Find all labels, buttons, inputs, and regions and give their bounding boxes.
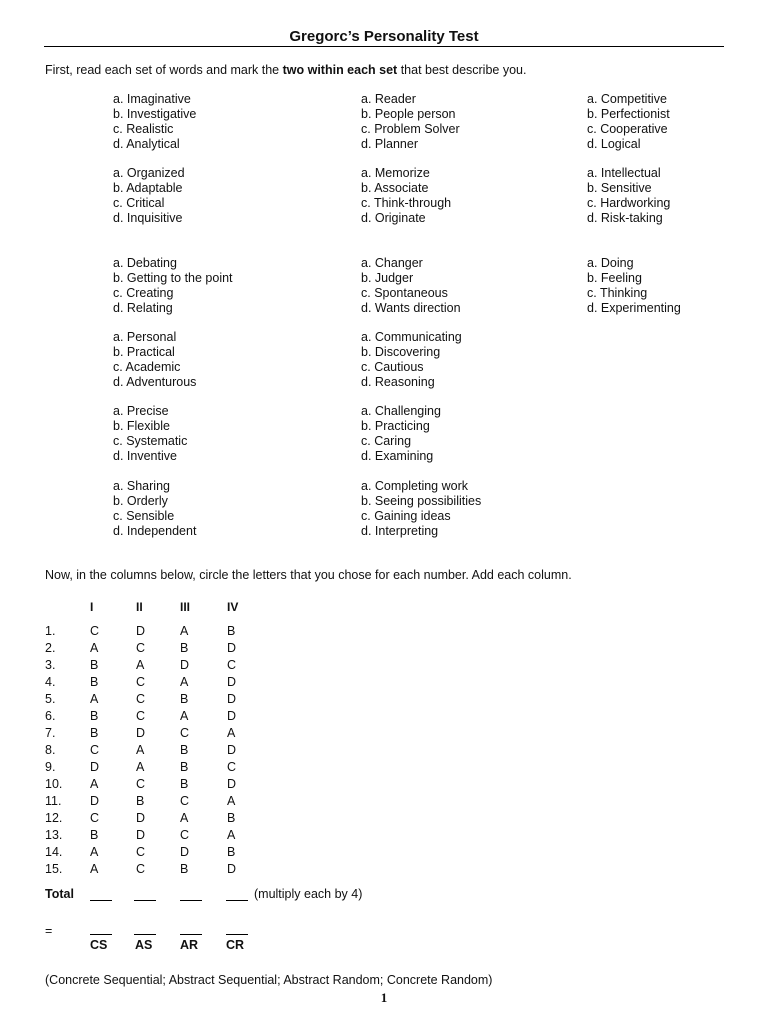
style-code: AS <box>135 938 153 952</box>
answer-letter[interactable]: A <box>136 658 145 672</box>
answer-letter[interactable]: C <box>136 845 146 859</box>
instructions-second: Now, in the columns below, circle the letters that you chose for each number. Add each column. <box>45 568 572 582</box>
row-number: 10. <box>45 777 63 791</box>
question-option[interactable]: c. Think-through <box>361 196 452 210</box>
answer-letter[interactable]: B <box>227 811 236 825</box>
question-option[interactable]: d. Originate <box>361 211 426 225</box>
question-option[interactable]: b. Perfectionist <box>587 107 670 121</box>
answer-letter[interactable]: D <box>227 675 237 689</box>
question-option[interactable]: b. People person <box>361 107 456 121</box>
column-header: I <box>90 600 94 614</box>
answer-letter[interactable]: B <box>180 743 189 757</box>
total-blank[interactable] <box>226 900 248 901</box>
answer-letter[interactable]: D <box>227 777 237 791</box>
answer-letter[interactable]: C <box>180 794 190 808</box>
question-option[interactable]: d. Interpreting <box>361 524 439 538</box>
question-option[interactable]: d. Planner <box>361 137 418 151</box>
answer-letter[interactable]: D <box>227 862 237 876</box>
instructions-first <box>45 63 526 77</box>
question-option[interactable]: b. Investigative <box>113 107 197 121</box>
answer-letter[interactable]: D <box>90 760 100 774</box>
question-option[interactable]: b. Sensitive <box>587 181 652 195</box>
question-option[interactable]: a. Debating <box>113 256 177 270</box>
question-option[interactable]: c. Caring <box>361 434 412 448</box>
total-label: Total <box>45 887 74 901</box>
question-option[interactable]: c. Spontaneous <box>361 286 448 300</box>
question-option[interactable]: d. Independent <box>113 524 197 538</box>
answer-letter[interactable]: C <box>227 658 237 672</box>
answer-letter[interactable]: C <box>227 760 237 774</box>
question-option[interactable]: d. Risk-taking <box>587 211 663 225</box>
question-option[interactable]: b. Seeing possibilities <box>361 494 482 508</box>
answer-letter[interactable]: D <box>136 811 146 825</box>
answer-letter[interactable]: D <box>227 709 237 723</box>
question-option[interactable]: a. Imaginative <box>113 92 191 106</box>
row-number: 12. <box>45 811 63 825</box>
answer-letter[interactable]: B <box>180 862 189 876</box>
question-option[interactable]: b. Discovering <box>361 345 441 359</box>
row-number: 9. <box>45 760 56 774</box>
answer-letter[interactable]: B <box>90 675 99 689</box>
answer-letter[interactable]: A <box>180 811 189 825</box>
answer-letter[interactable]: A <box>136 743 145 757</box>
style-code: CS <box>90 938 108 952</box>
answer-letter[interactable]: B <box>227 845 236 859</box>
row-number: 5. <box>45 692 56 706</box>
row-number: 13. <box>45 828 63 842</box>
question-option[interactable]: d. Reasoning <box>361 375 435 389</box>
answer-letter[interactable]: D <box>136 828 146 842</box>
question-option[interactable]: b. Practicing <box>361 419 430 433</box>
row-number: 3. <box>45 658 56 672</box>
answer-letter[interactable]: C <box>180 828 190 842</box>
answer-letter[interactable]: B <box>90 709 99 723</box>
question-option[interactable]: a. Reader <box>361 92 416 106</box>
answer-letter[interactable]: B <box>180 760 189 774</box>
answer-letter[interactable]: B <box>90 658 99 672</box>
row-number: 11. <box>45 794 62 808</box>
answer-letter[interactable]: A <box>90 641 99 655</box>
question-option[interactable]: a. Competitive <box>587 92 667 106</box>
question-option[interactable]: a. Intellectual <box>587 166 661 180</box>
question-option[interactable]: a. Sharing <box>113 479 170 493</box>
question-option[interactable]: d. Relating <box>113 301 173 315</box>
style-code: CR <box>226 938 245 952</box>
question-option[interactable]: a. Communicating <box>361 330 462 344</box>
result-blank[interactable] <box>226 934 248 935</box>
question-option[interactable]: c. Problem Solver <box>361 122 460 136</box>
question-option[interactable]: d. Inventive <box>113 449 177 463</box>
row-number: 4. <box>45 675 56 689</box>
question-option[interactable]: c. Creating <box>113 286 174 300</box>
column-header: III <box>180 600 191 614</box>
answer-letter[interactable]: C <box>136 675 146 689</box>
question-option[interactable]: a. Personal <box>113 330 177 344</box>
page-title: Gregorc’s Personality Test <box>289 28 479 45</box>
answer-letter[interactable]: D <box>227 743 237 757</box>
question-option[interactable]: b. Practical <box>113 345 175 359</box>
footnote: (Concrete Sequential; Abstract Sequential; Abstract Random; Concrete Random) <box>45 973 493 987</box>
question-option[interactable]: d. Analytical <box>113 137 180 151</box>
total-blank[interactable] <box>134 900 156 901</box>
title-divider <box>44 46 724 47</box>
question-option[interactable]: a. Completing work <box>361 479 468 493</box>
answer-letter[interactable]: A <box>136 760 145 774</box>
answer-letter[interactable]: A <box>180 709 189 723</box>
question-option[interactable]: c. Cooperative <box>587 122 668 136</box>
answer-letter[interactable]: C <box>90 624 100 638</box>
answer-letter[interactable]: C <box>90 811 100 825</box>
page-number: 1 <box>380 990 388 1005</box>
question-option[interactable]: b. Orderly <box>113 494 168 508</box>
question-option[interactable]: c. Thinking <box>587 286 648 300</box>
question-option[interactable]: c. Systematic <box>113 434 188 448</box>
answer-letter[interactable]: A <box>180 675 189 689</box>
result-blank[interactable] <box>90 934 112 935</box>
question-option[interactable]: b. Associate <box>361 181 429 195</box>
answer-letter[interactable]: D <box>227 641 237 655</box>
answer-letter[interactable]: A <box>90 777 99 791</box>
answer-letter[interactable]: C <box>136 709 146 723</box>
answer-letter[interactable]: B <box>90 726 99 740</box>
equals-sign: = <box>45 924 53 938</box>
answer-letter[interactable]: D <box>180 658 190 672</box>
question-option[interactable]: b. Adaptable <box>113 181 183 195</box>
answer-letter[interactable]: A <box>90 845 99 859</box>
question-option[interactable]: a. Memorize <box>361 166 430 180</box>
question-option[interactable]: c. Academic <box>113 360 181 374</box>
question-option[interactable]: d. Adventurous <box>113 375 197 389</box>
question-option[interactable]: c. Critical <box>113 196 165 210</box>
result-blank[interactable] <box>134 934 156 935</box>
question-option[interactable]: c. Sensible <box>113 509 175 523</box>
question-option[interactable]: a. Doing <box>587 256 634 270</box>
result-blank[interactable] <box>180 934 202 935</box>
question-option[interactable]: d. Examining <box>361 449 434 463</box>
answer-letter[interactable]: A <box>180 624 189 638</box>
row-number: 2. <box>45 641 56 655</box>
question-option[interactable]: d. Inquisitive <box>113 211 183 225</box>
total-blank[interactable] <box>90 900 112 901</box>
answer-letter[interactable]: D <box>227 692 237 706</box>
instructions-first-emphasis: two within each set <box>282 63 398 77</box>
question-option[interactable]: c. Gaining ideas <box>361 509 451 523</box>
question-option[interactable]: d. Wants direction <box>361 301 461 315</box>
row-number: 6. <box>45 709 56 723</box>
row-number: 14. <box>45 845 63 859</box>
question-option[interactable]: c. Cautious <box>361 360 424 374</box>
style-code: AR <box>180 938 199 952</box>
column-header: II <box>136 600 143 614</box>
answer-letter[interactable]: A <box>227 828 236 842</box>
answer-letter[interactable]: B <box>136 794 145 808</box>
answer-letter[interactable]: C <box>90 743 100 757</box>
answer-letter[interactable]: C <box>180 726 190 740</box>
instructions-first-text: First, read each set of words and mark the <box>45 63 283 77</box>
question-option[interactable]: d. Experimenting <box>587 301 681 315</box>
question-option[interactable]: a. Changer <box>361 256 423 270</box>
question-option[interactable]: c. Realistic <box>113 122 174 136</box>
total-blank[interactable] <box>180 900 202 901</box>
instructions-first-tail: that best describe you. <box>397 63 527 77</box>
answer-letter[interactable]: A <box>227 726 236 740</box>
row-number: 8. <box>45 743 56 757</box>
multiply-note: (multiply each by 4) <box>254 887 363 901</box>
question-option[interactable]: b. Getting to the point <box>113 271 233 285</box>
answer-letter[interactable]: B <box>180 692 189 706</box>
answer-letter[interactable]: D <box>180 845 190 859</box>
question-option[interactable]: a. Precise <box>113 404 169 418</box>
answer-letter[interactable]: A <box>90 692 99 706</box>
question-option[interactable]: b. Judger <box>361 271 414 285</box>
answer-letter[interactable]: C <box>136 692 146 706</box>
answer-letter[interactable]: D <box>136 726 146 740</box>
answer-letter[interactable]: D <box>136 624 146 638</box>
question-option[interactable]: b. Flexible <box>113 419 170 433</box>
answer-letter[interactable]: B <box>227 624 236 638</box>
question-option[interactable]: a. Organized <box>113 166 185 180</box>
answer-letter[interactable]: A <box>227 794 236 808</box>
answer-letter[interactable]: B <box>180 777 189 791</box>
row-number: 1. <box>45 624 56 638</box>
answer-letter[interactable]: C <box>136 777 146 791</box>
row-number: 15. <box>45 862 63 876</box>
answer-letter[interactable]: B <box>180 641 189 655</box>
answer-letter[interactable]: C <box>136 862 146 876</box>
answer-letter[interactable]: A <box>90 862 99 876</box>
question-option[interactable]: a. Challenging <box>361 404 441 418</box>
row-number: 7. <box>45 726 56 740</box>
column-header: IV <box>227 600 239 614</box>
answer-letter[interactable]: D <box>90 794 100 808</box>
answer-letter[interactable]: B <box>90 828 99 842</box>
answer-letter[interactable]: C <box>136 641 146 655</box>
question-option[interactable]: d. Logical <box>587 137 641 151</box>
question-option[interactable]: c. Hardworking <box>587 196 671 210</box>
question-option[interactable]: b. Feeling <box>587 271 642 285</box>
